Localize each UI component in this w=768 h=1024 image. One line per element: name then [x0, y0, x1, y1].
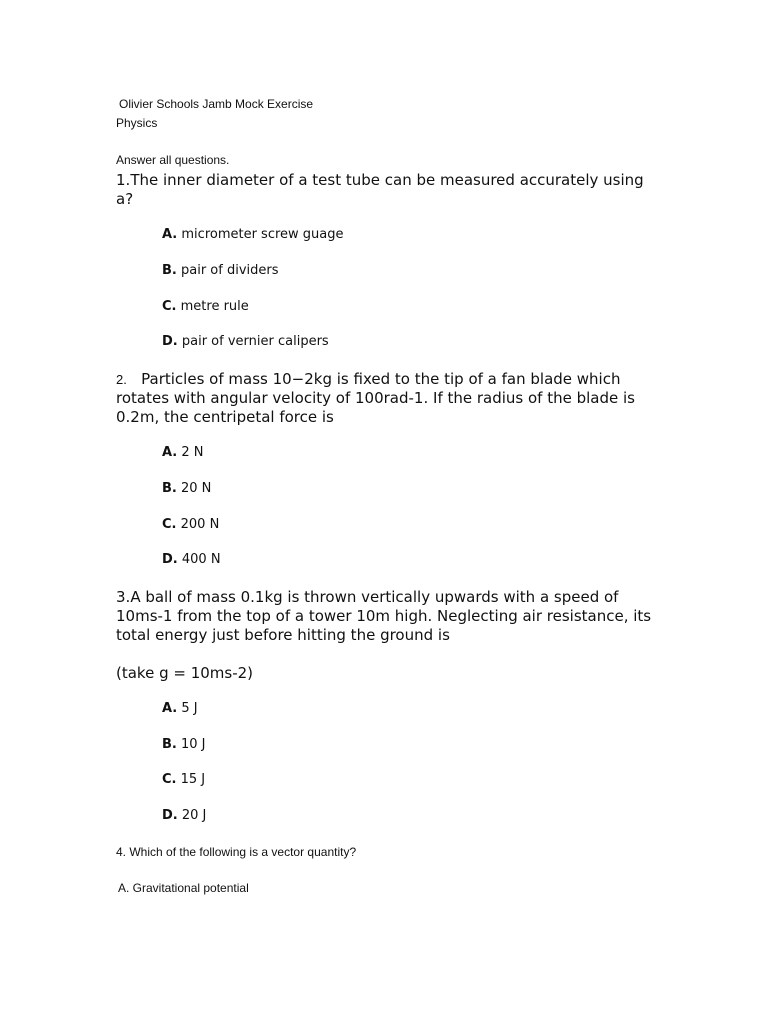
question-4: 4. Which of the following is a vector quantity? — [116, 845, 357, 859]
question-4-option-a: A. Gravitational potential — [118, 881, 249, 895]
option-letter: B. — [162, 737, 177, 752]
question-3-option-b — [162, 737, 206, 753]
option-text: pair of dividers — [181, 263, 279, 278]
question-2-option-c — [162, 517, 219, 533]
subject-label: Physics — [116, 116, 158, 130]
question-1-option-d — [162, 334, 329, 350]
instruction-text: Answer all questions. — [116, 153, 230, 167]
question-3 — [116, 588, 656, 645]
option-letter: B. — [162, 263, 177, 278]
question-1-option-a — [162, 227, 344, 243]
question-3-note: (take g = 10ms-2) — [116, 664, 254, 682]
question-1-text: The inner diameter of a test tube can be measured accurately using a? — [116, 171, 644, 208]
option-letter: A. — [162, 227, 178, 242]
option-text: pair of vernier calipers — [181, 334, 329, 349]
option-text: 10 J — [181, 737, 206, 752]
question-2-option-b — [162, 481, 211, 497]
option-text: 200 N — [180, 517, 220, 532]
option-letter: C. — [162, 517, 177, 532]
option-letter: C. — [162, 299, 177, 314]
option-text: 20 N — [181, 481, 212, 496]
question-2-text: Particles of mass 10−2kg is fixed to the tip of a fan blade which rotates with angular velocity of 100rad-1. If the radius of the blade is 0.2m, the centripetal force is — [116, 370, 636, 426]
option-letter: D. — [162, 552, 178, 567]
question-1 — [116, 171, 656, 209]
option-text: micrometer screw guage — [181, 227, 344, 242]
option-text: 20 J — [181, 808, 207, 823]
option-text: 400 N — [181, 552, 221, 567]
option-text: 5 J — [181, 701, 198, 716]
question-2-option-a — [162, 445, 204, 461]
option-letter: B. — [162, 481, 177, 496]
question-2-option-d — [162, 552, 221, 568]
option-text: 2 N — [181, 445, 204, 460]
option-text: metre rule — [180, 299, 249, 314]
question-3-option-a — [162, 701, 198, 717]
question-2-number: 2. — [116, 372, 127, 387]
question-3-option-d — [162, 808, 206, 824]
option-letter: A. — [162, 701, 178, 716]
question-1-number: 1. — [116, 171, 131, 189]
question-1-option-b — [162, 263, 279, 279]
document-title: Olivier Schools Jamb Mock Exercise — [119, 97, 314, 111]
option-letter: D. — [162, 808, 178, 823]
option-letter: C. — [162, 772, 177, 787]
question-1-option-c — [162, 299, 249, 315]
question-3-option-c — [162, 772, 205, 788]
option-letter: A. — [162, 445, 178, 460]
question-3-text: A ball of mass 0.1kg is thrown vertically upwards with a speed of 10ms-1 from the top of a tower 10m high. Neglecting air resistance, its total energy just before hitting the ground is — [116, 588, 652, 644]
option-text: 15 J — [180, 772, 206, 787]
option-letter: D. — [162, 334, 178, 349]
question-3-number: 3. — [116, 588, 131, 606]
question-2 — [116, 370, 656, 427]
